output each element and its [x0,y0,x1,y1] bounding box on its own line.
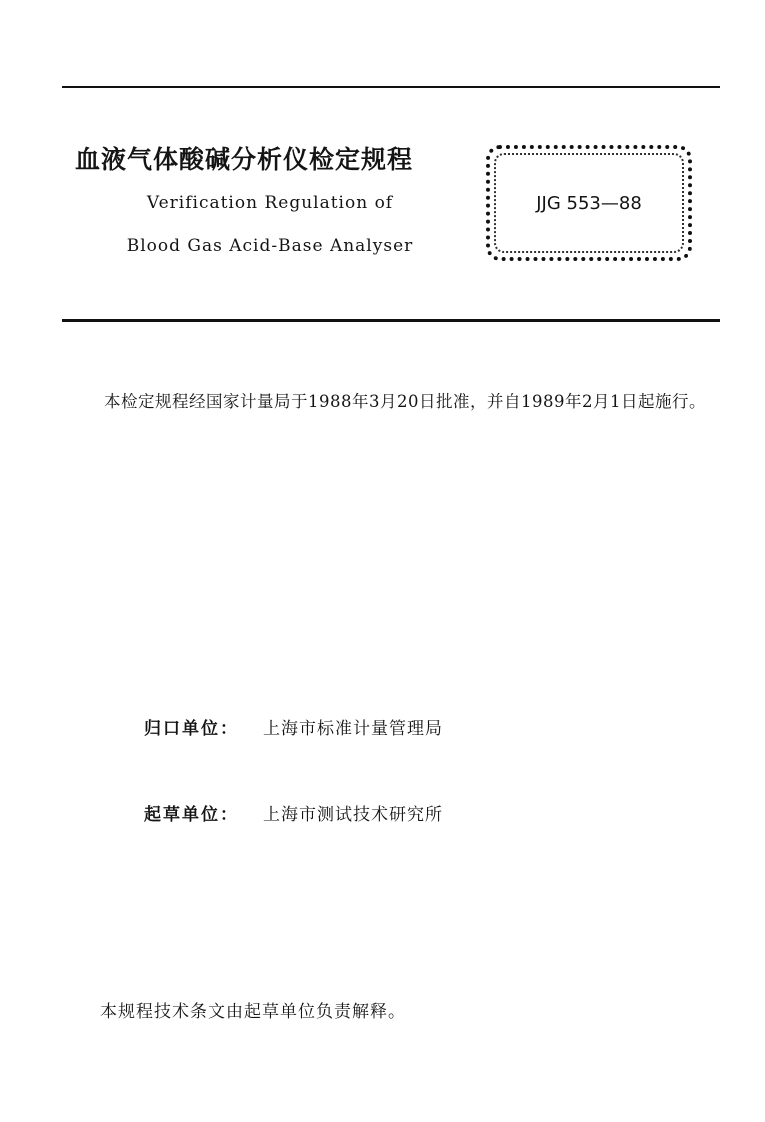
drafting-unit-value: 上海市测试技术研究所 [263,805,443,825]
title-chinese: 血液气体酸碱分析仪检定规程 [75,145,414,174]
top-rule [62,86,720,88]
responsible-unit-label: 归口单位： [144,719,239,739]
drafting-unit [144,800,443,825]
responsible-unit-value: 上海市标准计量管理局 [263,719,443,739]
responsible-unit [144,714,443,739]
title-english-line-2: Blood Gas Acid-Base Analyser [126,236,414,256]
drafting-unit-label: 起草单位： [144,805,239,825]
title-english-line-1: Verification Regulation of [146,193,394,213]
bottom-rule [62,319,720,322]
approval-statement: 本检定规程经国家计量局于1988年3月20日批准，并自1989年2月1日起施行。 [104,392,706,411]
standard-code: JJG 553—88 [536,193,642,214]
interpretation-note: 本规程技术条文由起草单位负责解释。 [100,1002,406,1022]
standard-code-box [486,145,692,261]
